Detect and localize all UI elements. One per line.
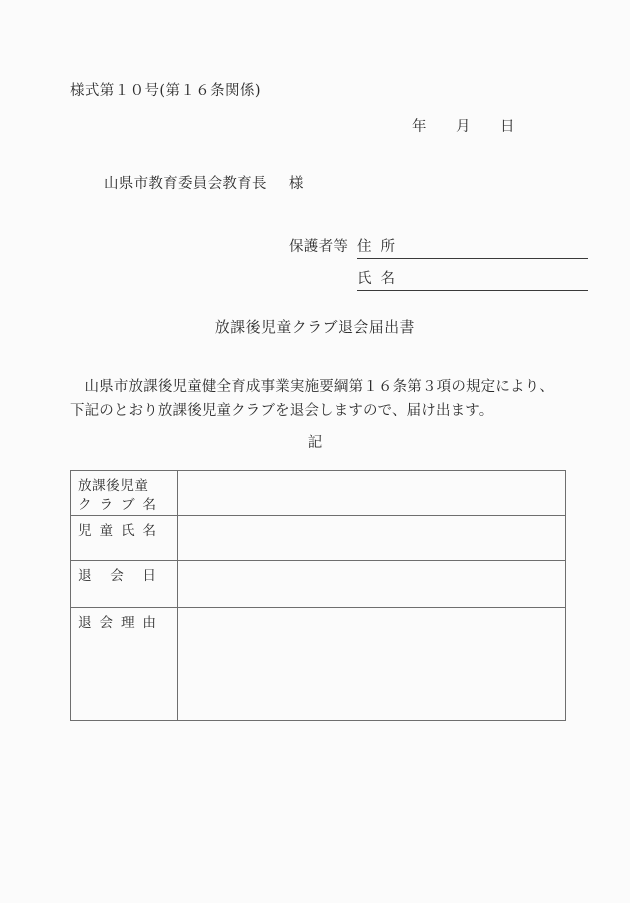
- addressee-line: [104, 172, 304, 193]
- label-char: ク: [78, 497, 92, 513]
- guardian-name-value[interactable]: [395, 287, 588, 288]
- row-label-line2: [78, 496, 156, 515]
- guardian-address-row: [289, 227, 588, 259]
- form-number: 様式第１０号(第１６条関係): [70, 83, 261, 99]
- label-char: 童: [99, 523, 114, 539]
- label-char: ラ: [99, 497, 114, 513]
- row-label-line1: [78, 567, 156, 586]
- label-char: 会: [99, 615, 114, 631]
- row-label-child-name: [71, 516, 178, 561]
- ki-marker: 記: [307, 435, 323, 451]
- label-char: ブ: [120, 497, 135, 513]
- guardian-name-label: 氏 名: [357, 271, 395, 287]
- addressee-honorific: 様: [288, 176, 304, 192]
- guardian-name-row: [289, 259, 588, 291]
- label-char: 会: [110, 568, 124, 584]
- date-day-label: 日: [500, 119, 515, 135]
- document-title: 放課後児童クラブ退会届出書: [214, 319, 416, 336]
- date-year-label: 年: [412, 119, 427, 135]
- entry-table: [70, 470, 566, 721]
- label-char: 退: [78, 568, 92, 584]
- row-value-withdrawal-date[interactable]: [178, 561, 566, 608]
- row-label-withdrawal-reason: [71, 608, 178, 721]
- guardian-prefix-label: 保護者等: [289, 239, 349, 255]
- table-row: [71, 516, 566, 561]
- label-char: 名: [142, 497, 156, 513]
- guardian-address-field[interactable]: [357, 235, 588, 259]
- label-char: 日: [142, 568, 156, 584]
- table-row: [71, 561, 566, 608]
- guardian-prefix-spacer: [289, 288, 357, 291]
- guardian-address-value[interactable]: [395, 255, 588, 256]
- label-char: 理: [120, 615, 135, 631]
- row-value-child-name[interactable]: [178, 516, 566, 561]
- addressee-recipient: 山県市教育委員会教育長: [104, 176, 267, 192]
- date-month-label: 月: [456, 119, 471, 135]
- table-row: [71, 471, 566, 516]
- row-value-text[interactable]: [178, 608, 565, 621]
- row-value-withdrawal-reason[interactable]: [178, 608, 566, 721]
- row-label-withdrawal-date: [71, 561, 178, 608]
- date-line: [412, 115, 515, 136]
- row-value-club-name[interactable]: [178, 471, 566, 516]
- label-char: 氏: [120, 523, 135, 539]
- guardian-block: [289, 227, 588, 291]
- label-char: 退: [78, 615, 92, 631]
- row-value-text[interactable]: [178, 471, 565, 484]
- label-char: 由: [142, 615, 156, 631]
- label-char: 名: [142, 523, 156, 539]
- label-char: 児: [78, 523, 92, 539]
- row-label-club-name: [71, 471, 178, 516]
- body-paragraph: 山県市放課後児童健全育成事業実施要綱第１６条第３項の規定により、下記のとおり放課後児童クラブを退会しますので、届け出ます。: [70, 379, 554, 419]
- row-label-line1: [78, 614, 156, 633]
- row-value-text[interactable]: [178, 561, 565, 574]
- row-label-line1: [78, 522, 156, 541]
- guardian-address-label: 住 所: [357, 239, 395, 255]
- row-value-text[interactable]: [178, 516, 565, 529]
- row-label-line1: 放課後児童: [78, 478, 149, 494]
- guardian-name-field[interactable]: [357, 267, 588, 291]
- table-row: [71, 608, 566, 721]
